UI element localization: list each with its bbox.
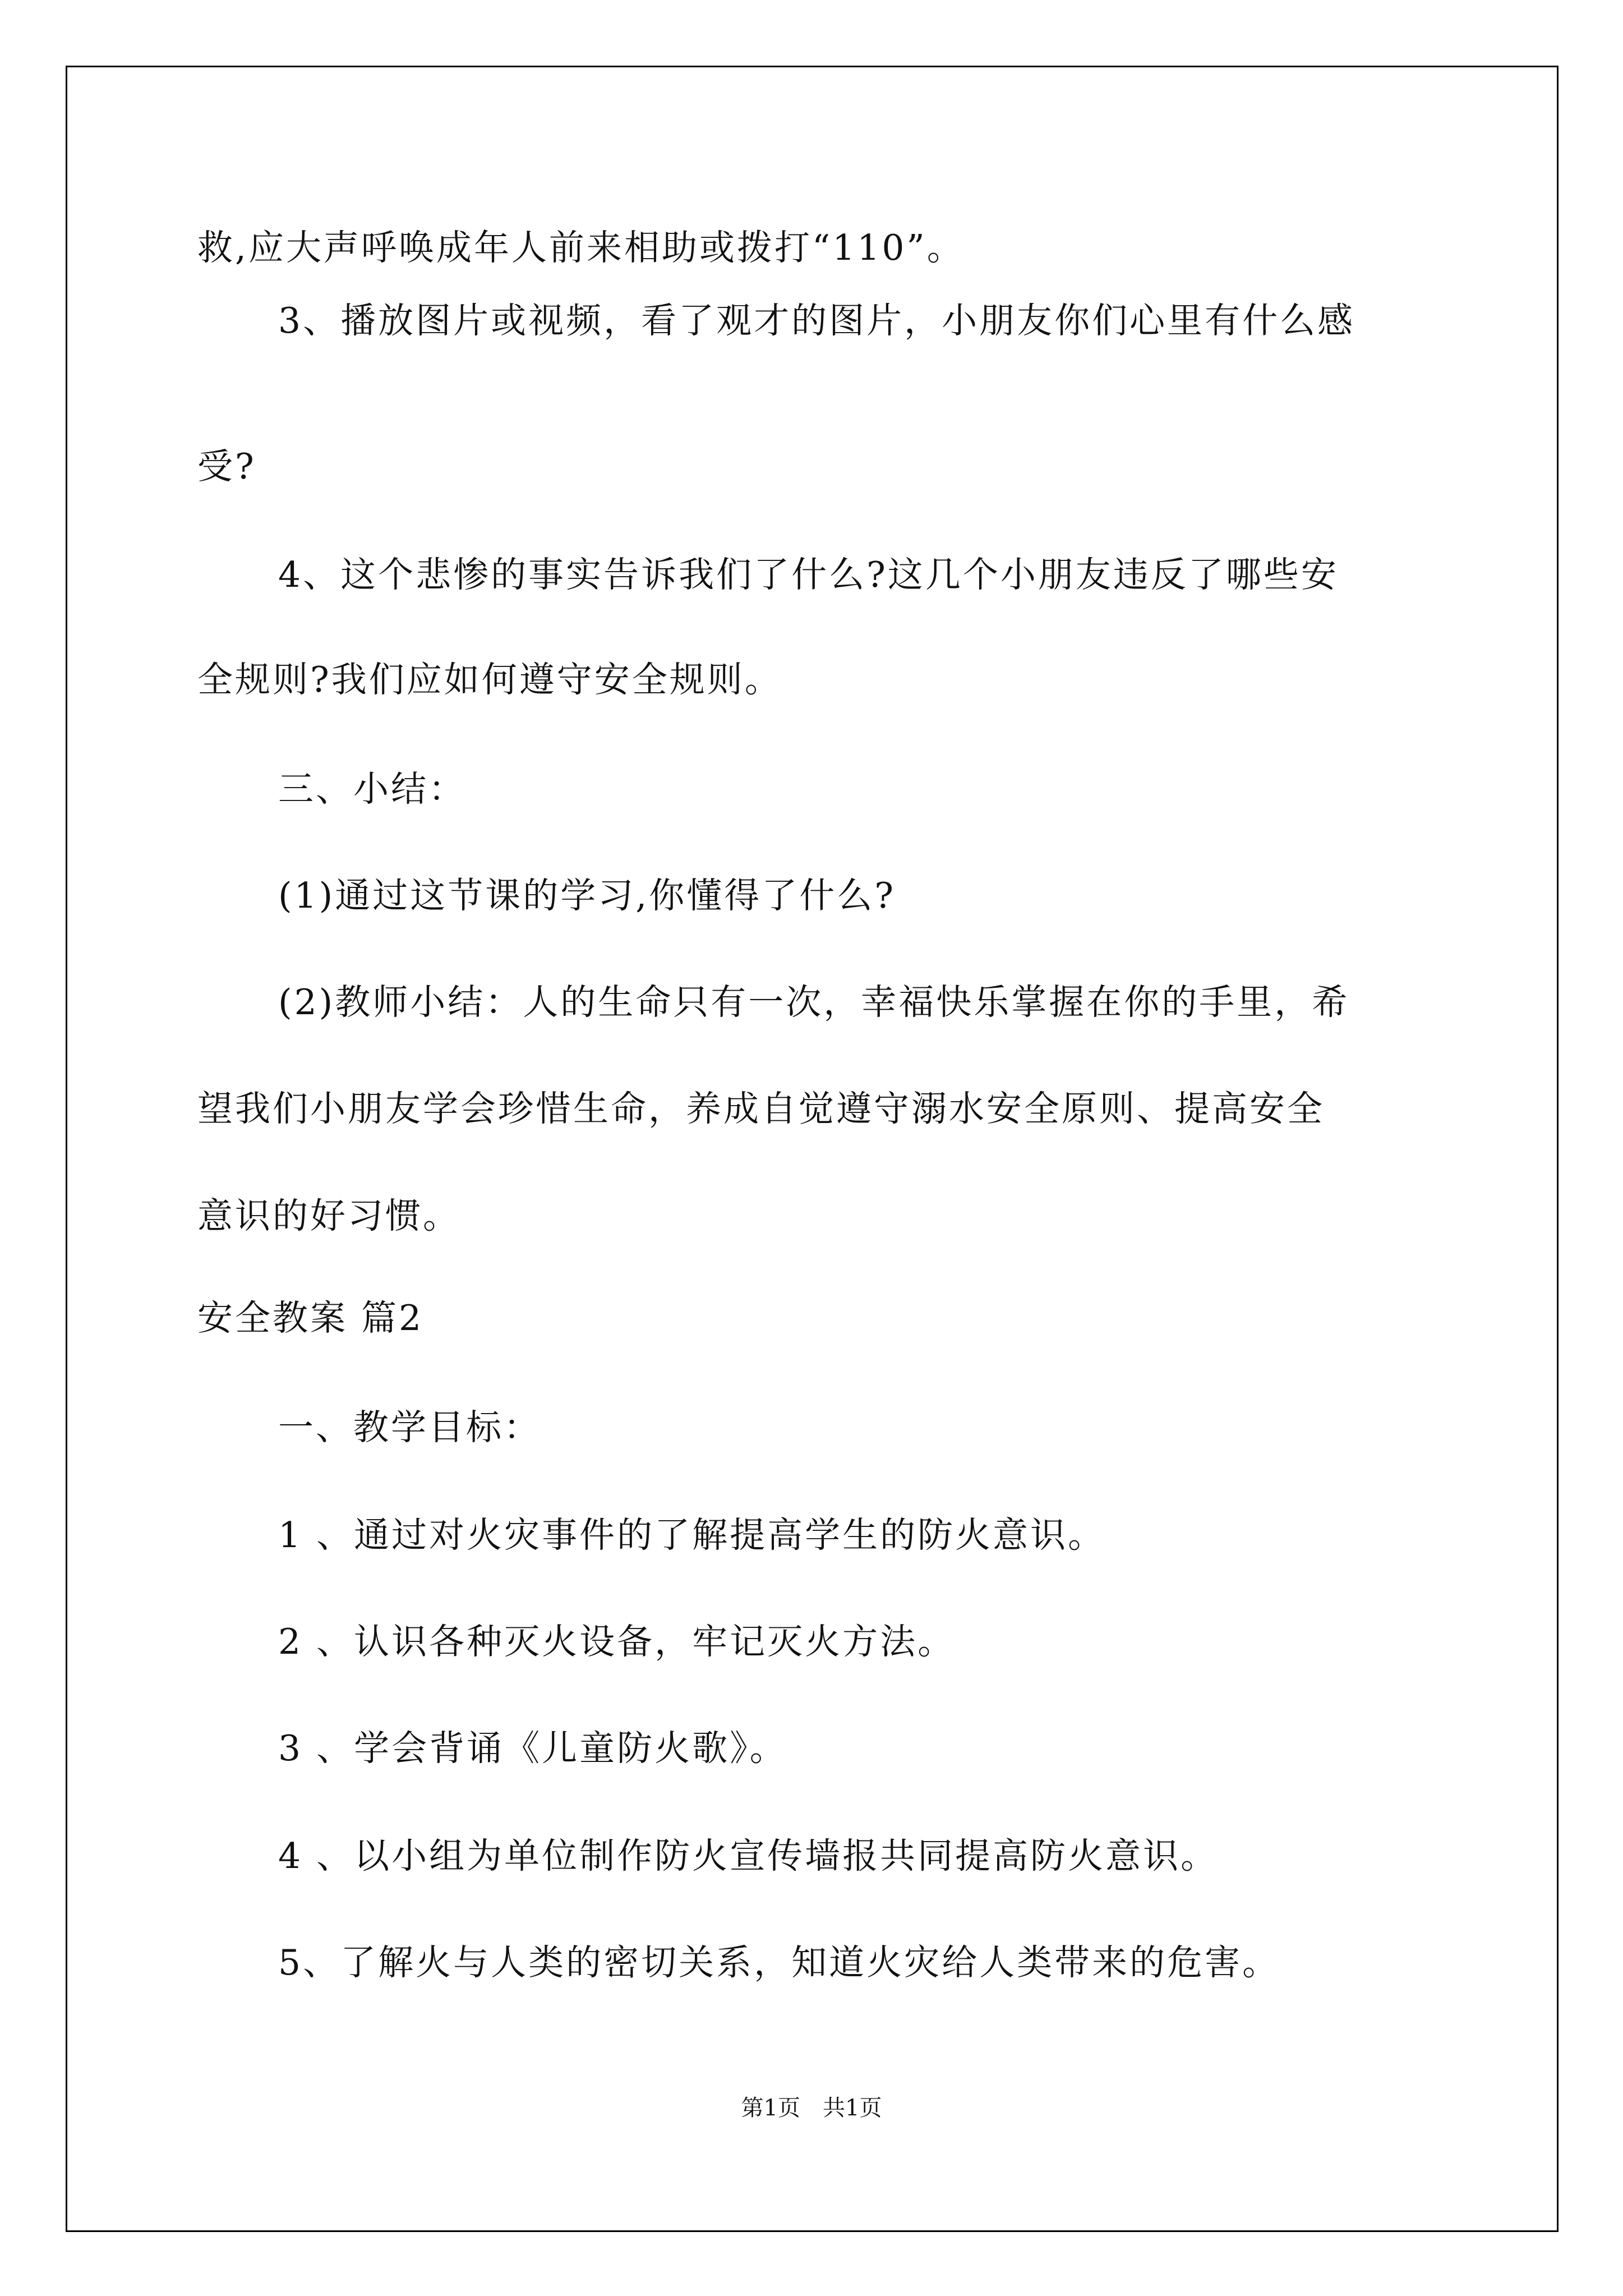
page-footer: 第1页 共1页 — [741, 2095, 882, 2121]
text-line-7: (1)通过这节课的学习,你懂得了什么? — [278, 875, 896, 916]
text-line-10: 意识的好习惯。 — [197, 1195, 460, 1236]
text-line-1: 救,应大声呼唤成年人前来相助或拨打“110”。 — [197, 227, 965, 268]
text-line-8: (2)教师小结：人的生命只有一次，幸福快乐掌握在你的手里，希 — [278, 982, 1350, 1023]
objective-item-1: 1 、通过对火灾事件的了解提高学生的防火意识。 — [278, 1515, 1106, 1556]
section-heading-objectives: 一、教学目标： — [278, 1407, 541, 1448]
section-title-lesson-2: 安全教案 篇2 — [197, 1297, 424, 1338]
text-line-3: 受? — [197, 446, 256, 487]
page-border — [66, 66, 1559, 2232]
section-heading-summary: 三、小结： — [278, 769, 466, 809]
text-line-5: 全规则?我们应如何遵守安全规则。 — [197, 659, 782, 700]
text-line-9: 望我们小朋友学会珍惜生命，养成自觉遵守溺水安全原则、提高安全 — [197, 1088, 1325, 1129]
objective-item-4: 4 、以小组为单位制作防火宣传墙报共同提高防火意识。 — [278, 1835, 1219, 1876]
objective-item-2: 2 、认识各种灭火设备，牢记灭火方法。 — [278, 1621, 956, 1662]
text-line-4: 4、这个悲惨的事实告诉我们了什么?这几个小朋友违反了哪些安 — [278, 554, 1339, 595]
objective-item-5: 5、了解火与人类的密切关系，知道火灾给人类带来的危害。 — [278, 1942, 1280, 1983]
objective-item-3: 3 、学会背诵《儿童防火歌》。 — [278, 1728, 787, 1769]
text-line-2: 3、播放图片或视频，看了观才的图片，小朋友你们心里有什么感 — [278, 300, 1355, 341]
